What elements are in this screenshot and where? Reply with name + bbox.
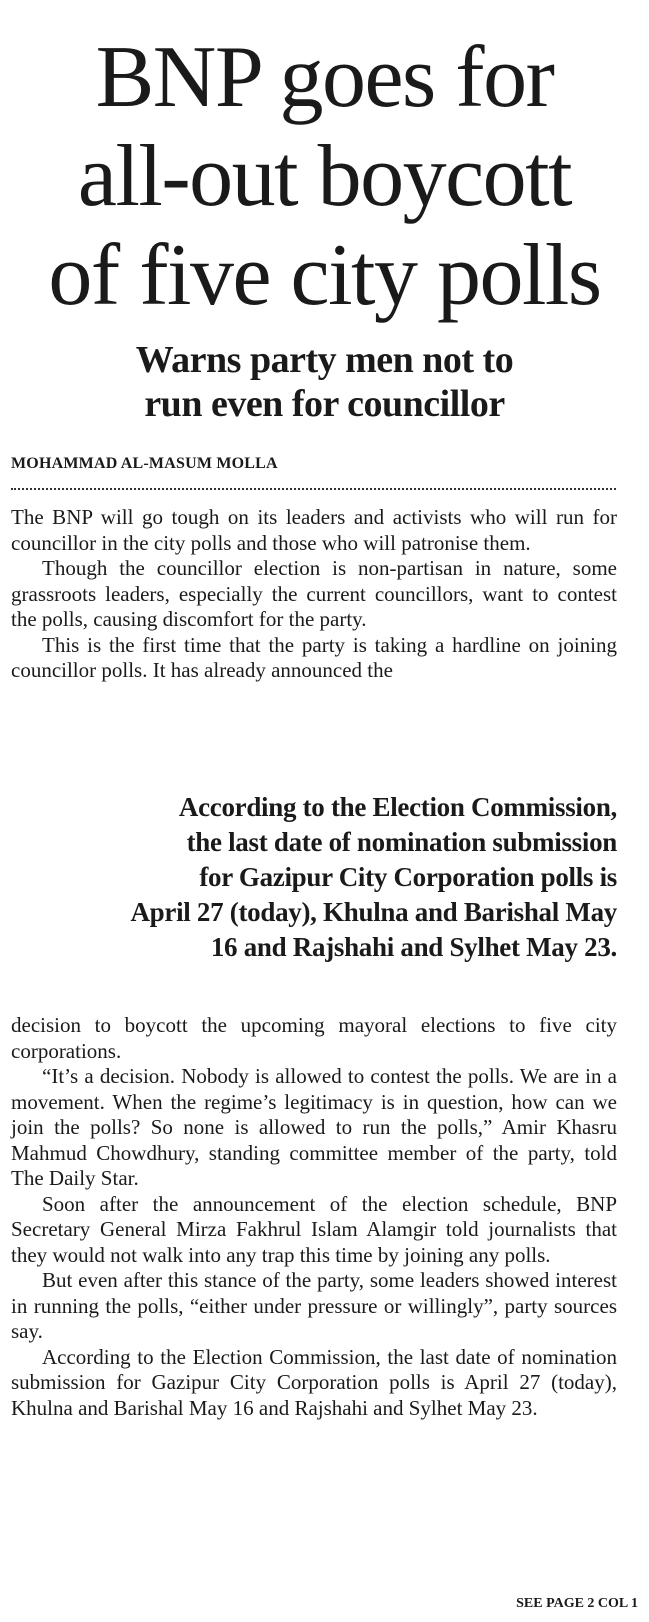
continuation-note: SEE PAGE 2 COL 1 — [516, 1596, 638, 1611]
pull-quote-line: for Gazipur City Corporation polls is — [199, 862, 617, 892]
byline-divider — [11, 488, 616, 490]
headline-line-3: of five city polls — [48, 227, 601, 324]
pull-quote-line: 16 and Rajshahi and Sylhet May 23. — [210, 932, 617, 962]
headline-line-1: BNP goes for — [95, 29, 554, 126]
paragraph: Soon after the announcement of the election schedule, BNP Secretary General Mirza Fakhrul Islam Alamgir told journalists that they would not walk into any trap this time by joining any polls. — [11, 1191, 617, 1267]
subheadline-line-2: run even for councillor — [144, 383, 505, 425]
paragraph: According to the Election Commission, the last date of nomination submission for Gazipur City Corporation polls is April 27 (today), Khulna and Barishal May 16 and Rajshahi and Sylhet May 23. — [11, 1344, 617, 1420]
paragraph: But even after this stance of the party, some leaders showed interest in running the polls, “either under pressure or willingly”, party sources say. — [11, 1268, 617, 1343]
paragraph: This is the first time that the party is taking a hardline on joining councillor polls. It has already announced the — [11, 632, 617, 682]
paragraph: The BNP will go tough on its leaders and activists who will run for councillor in the city polls and those who will patronise them. — [11, 505, 617, 555]
pull-quote-line: the last date of nomination submission — [186, 827, 617, 857]
pull-quote — [8, 790, 617, 965]
article-body-part-2 — [11, 1013, 617, 1421]
subheadline-line-1: Warns party men not to — [135, 339, 514, 381]
paragraph: “It’s a decision. Nobody is allowed to contest the polls. We are in a movement. When the regime’s legitimacy is in question, how can we join the polls? So none is allowed to run the polls,” Amir Khasru Mahmud Chowdhury, standing committee member of the party, told The Daily Star. — [11, 1064, 617, 1190]
pull-quote-line: April 27 (today), Khulna and Barishal May — [130, 897, 617, 927]
paragraph: Though the councillor election is non-partisan in nature, some grassroots leaders, especially the current councillors, want to contest the polls, causing discomfort for the party. — [11, 556, 617, 631]
paragraph: decision to boycott the upcoming mayoral elections to five city corporations. — [11, 1013, 617, 1063]
byline: MOHAMMAD AL-MASUM MOLLA — [11, 455, 278, 472]
pull-quote-line: According to the Election Commission, — [178, 792, 617, 822]
headline-line-2: all-out boycott — [77, 128, 572, 225]
article-body-part-1 — [11, 505, 617, 684]
subheadline — [0, 338, 649, 426]
headline — [0, 28, 649, 325]
